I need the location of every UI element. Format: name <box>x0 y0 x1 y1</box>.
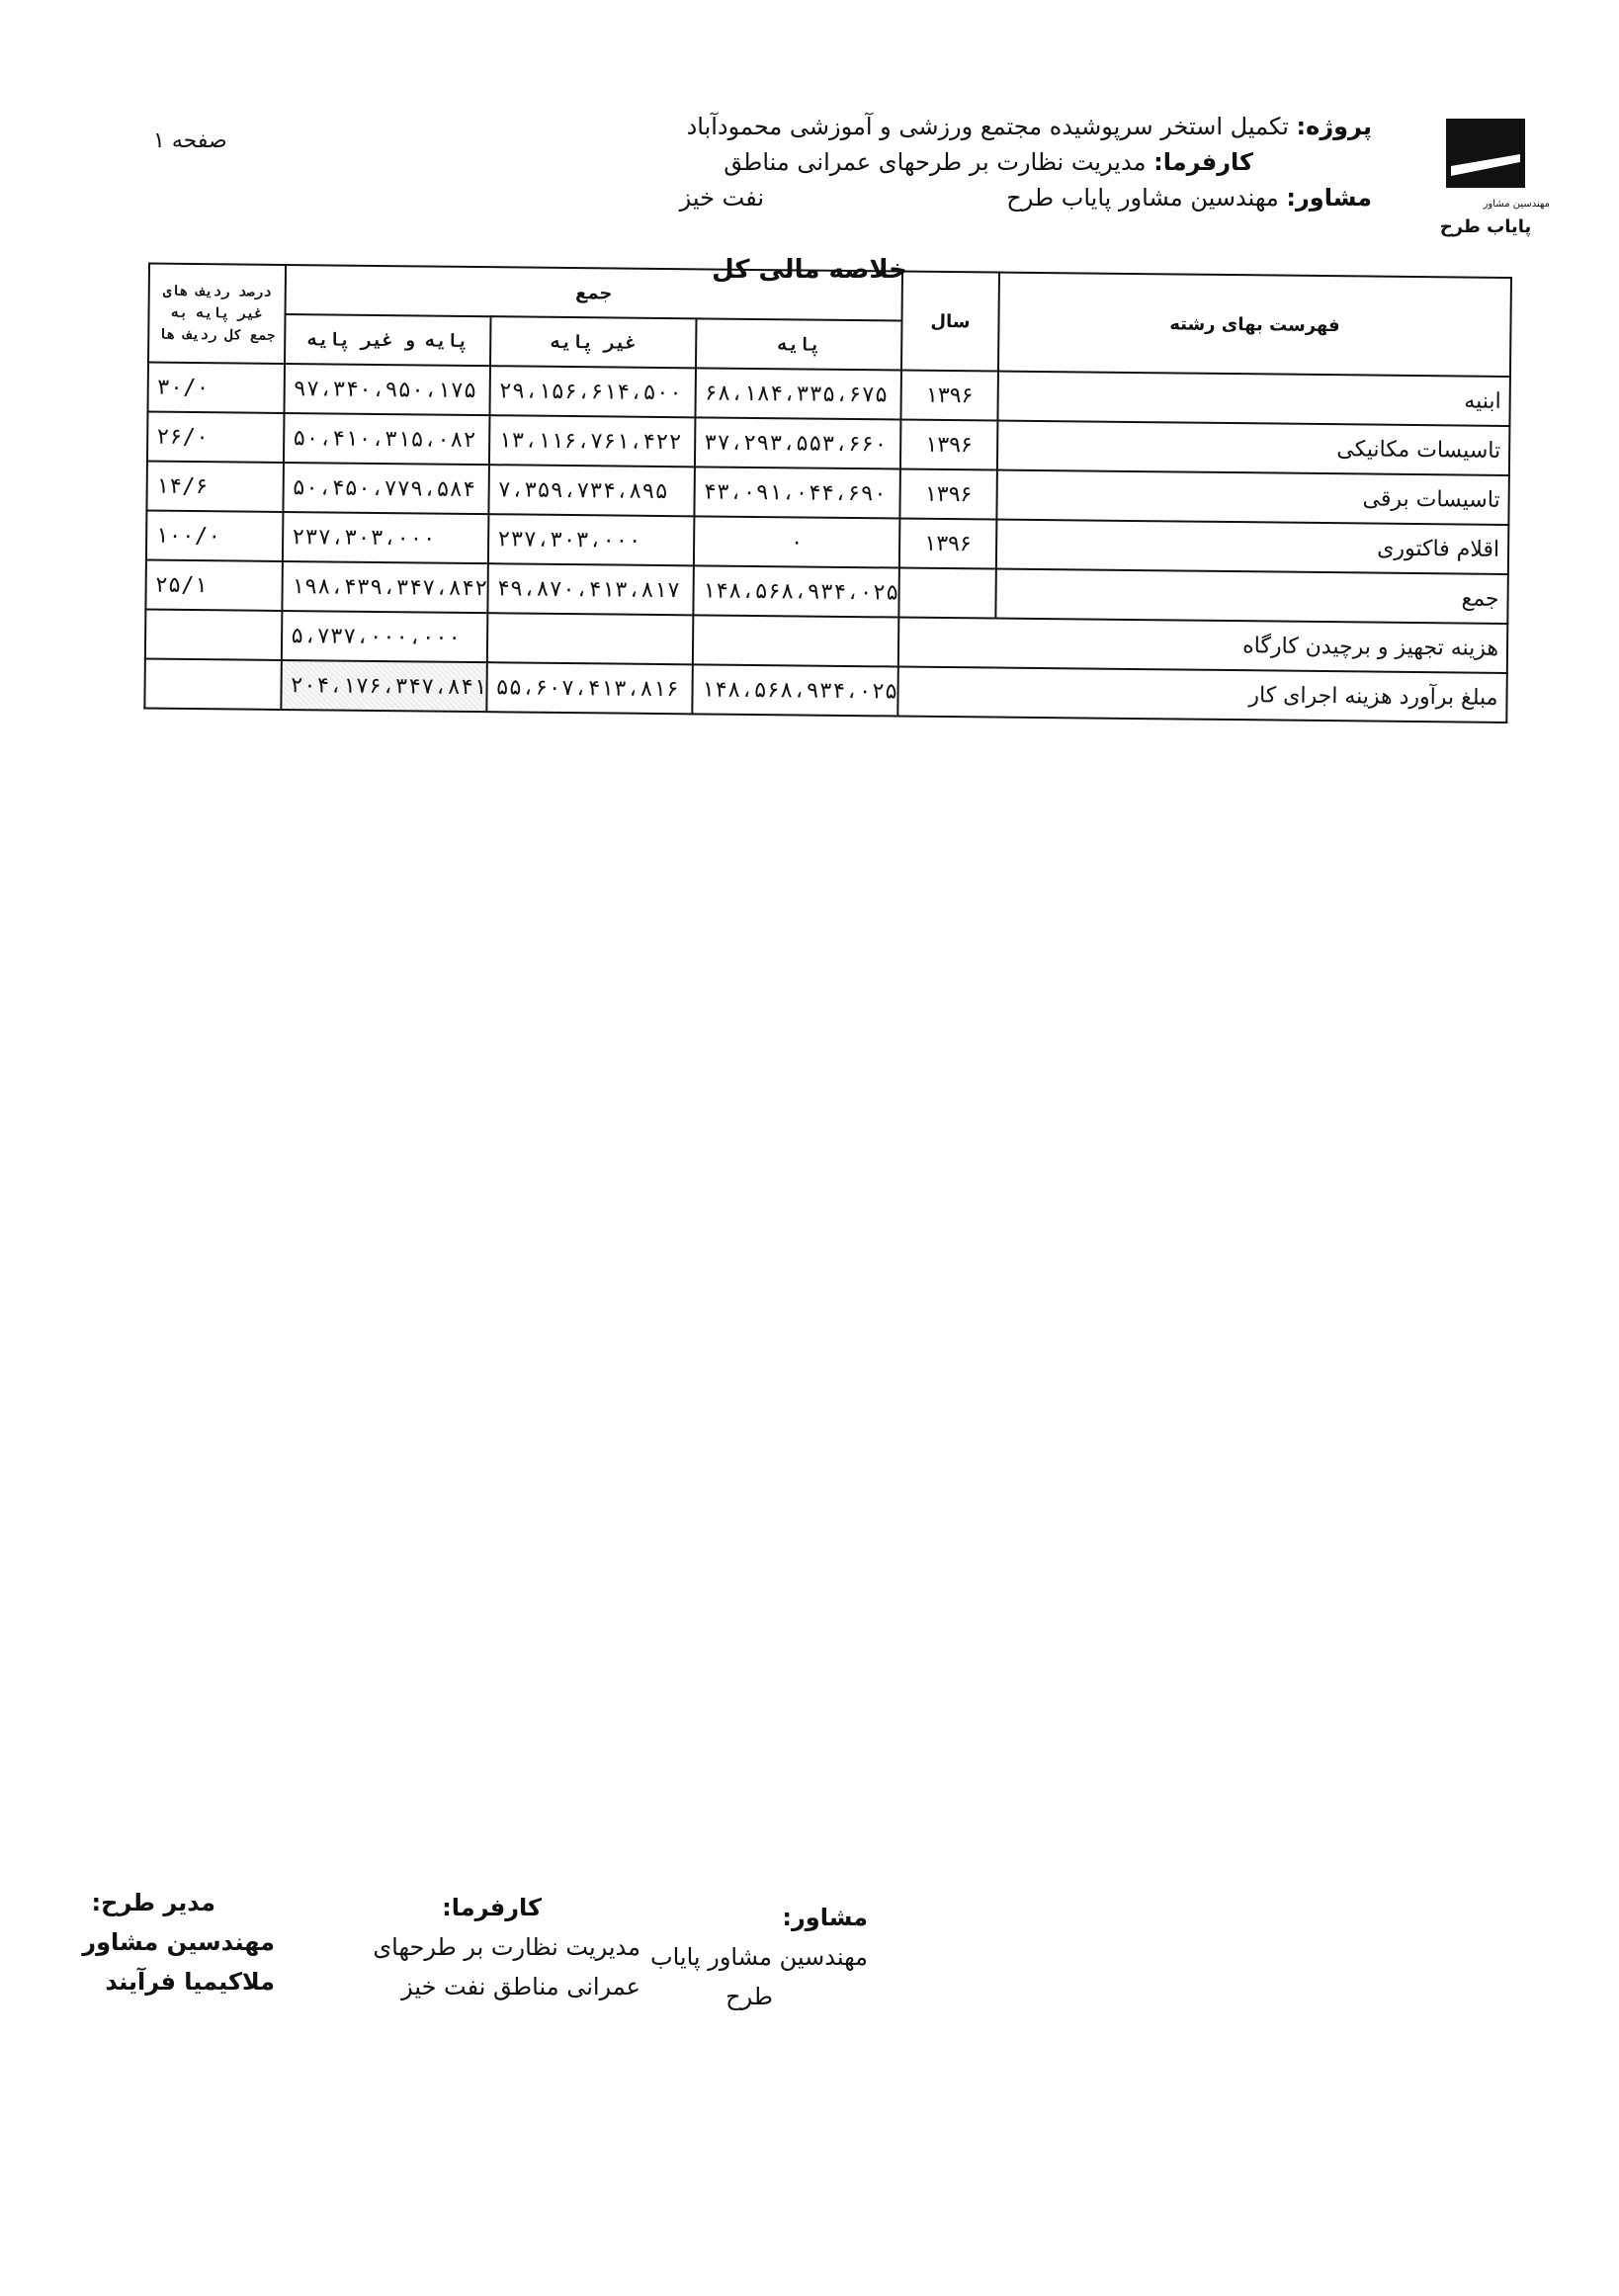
row-non-base: ۵۵،۶۰۷،۴۱۳،۸۱۶ <box>486 662 693 714</box>
table-title: خلاصه مالی کل <box>712 255 907 285</box>
row-name: جمع <box>995 569 1507 624</box>
client-value-line2: نفت خیز <box>679 184 765 212</box>
logo-text: پایاب طرح <box>1439 216 1532 237</box>
signature-client <box>265 1888 640 2006</box>
row-non-base: ۴۹،۸۷۰،۴۱۳،۸۱۷ <box>487 563 694 615</box>
row-base: ۴۳،۰۹۱،۰۴۴،۶۹۰ <box>694 467 900 518</box>
row-non-base: ۱۳،۱۱۶،۷۶۱،۴۲۲ <box>489 415 696 467</box>
row-name: تاسیسات مکانیکی <box>997 421 1509 475</box>
consultant-value: مهندسین مشاور پایاب طرح <box>1006 184 1279 212</box>
signature-client-line2: عمرانی مناطق نفت خیز <box>401 1973 640 2000</box>
row-non-base: ۷،۳۵۹،۷۳۴،۸۹۵ <box>488 465 695 516</box>
signature-client-line1: مدیریت نظارت بر طرحهای <box>373 1933 640 1961</box>
signature-manager-line1: مهندسین مشاور ملاکیمیا فرآیند <box>82 1928 275 1996</box>
row-percent: ۲۶/۰ <box>147 412 285 463</box>
row-percent <box>144 659 282 710</box>
logo-subtext: مهندسین مشاور <box>1483 199 1550 210</box>
row-total: ۲۰۴،۱۷۶،۳۴۷،۸۴۱ <box>281 660 487 712</box>
row-percent: ۲۵/۱ <box>145 560 283 611</box>
row-percent: ۱۴/۶ <box>146 462 284 512</box>
row-percent: ۳۰/۰ <box>147 363 285 413</box>
signature-consultant-title: مشاور: <box>782 1904 868 1931</box>
row-total: ۵،۷۳۷،۰۰۰،۰۰۰ <box>282 611 488 662</box>
row-year: ۱۳۹۶ <box>899 519 997 569</box>
row-base: ۱۴۸،۵۶۸،۹۳۴،۰۲۵ <box>692 664 898 716</box>
financial-summary-table <box>143 263 1512 723</box>
project-line <box>285 109 1372 144</box>
row-base: ۶۸،۱۸۴،۳۳۵،۶۷۵ <box>695 368 901 419</box>
signature-client-title: کارفرما: <box>442 1894 542 1921</box>
consultant-label: مشاور: <box>1286 184 1372 212</box>
header-name: فهرست بهای رشته <box>998 273 1511 377</box>
signature-manager-title: مدیر طرح: <box>91 1889 215 1916</box>
header-base-and-non-base: پایه و غیر پایه <box>285 314 491 366</box>
header-non-base: غیر پایه <box>490 316 697 368</box>
row-total: ۵۰،۴۱۰،۳۱۵،۰۸۲ <box>284 413 490 465</box>
header-base: پایه <box>696 318 902 370</box>
company-logo <box>1411 119 1560 237</box>
project-value: تکمیل استخر سرپوشیده مجتمع ورزشی و آموزشی محمودآباد <box>686 113 1289 140</box>
client-label: کارفرما: <box>1153 148 1253 176</box>
header-sum-group: جمع <box>286 265 902 321</box>
consultant-line <box>285 180 1372 215</box>
header-year: سال <box>901 272 999 372</box>
row-non-base <box>487 613 694 664</box>
row-base <box>693 615 899 666</box>
page-number: صفحه ۱ <box>153 128 227 153</box>
client-value: مدیریت نظارت بر طرحهای عمرانی مناطق <box>724 148 1147 176</box>
row-year <box>898 568 996 619</box>
row-base: ۱۴۸،۵۶۸،۹۳۴،۰۲۵ <box>693 565 899 617</box>
row-percent: ۱۰۰/۰ <box>146 511 284 561</box>
header-percent: درصد ردیف های غیر پایه به جمع کل ردیف ها <box>148 264 286 364</box>
row-name: مبلغ برآورد هزینه اجرای کار <box>897 667 1506 723</box>
row-name: ابنیه <box>997 372 1509 426</box>
row-non-base: ۲۳۷،۳۰۳،۰۰۰ <box>488 514 695 565</box>
logo-mark-icon <box>1411 119 1560 198</box>
row-base: ۳۷،۲۹۳،۵۵۳،۶۶۰ <box>695 417 901 468</box>
row-name: هزینه تجهیز و برچیدن کارگاه <box>898 618 1507 673</box>
row-percent <box>145 610 283 660</box>
row-year: ۱۳۹۶ <box>899 469 997 520</box>
row-year: ۱۳۹۶ <box>900 371 998 421</box>
row-year: ۱۳۹۶ <box>900 420 998 470</box>
project-label: پروژه: <box>1296 113 1372 140</box>
row-total: ۵۰،۴۵۰،۷۷۹،۵۸۴ <box>283 463 489 514</box>
document-header <box>285 109 1372 215</box>
client-line <box>285 144 1253 180</box>
row-total: ۱۹۸،۴۳۹،۳۴۷،۸۴۲ <box>282 561 488 613</box>
row-total: ۲۳۷،۳۰۳،۰۰۰ <box>283 512 489 563</box>
row-base: ۰ <box>694 516 900 567</box>
signature-consultant-line1: مهندسین مشاور پایاب <box>650 1943 868 1971</box>
signature-project-manager <box>18 1883 275 2001</box>
row-non-base: ۲۹،۱۵۶،۶۱۴،۵۰۰ <box>489 366 696 417</box>
signature-consultant-line2: طرح <box>725 1983 773 2010</box>
signature-consultant <box>631 1898 868 2016</box>
row-total: ۹۷،۳۴۰،۹۵۰،۱۷۵ <box>284 364 490 415</box>
row-name: تاسیسات برقی <box>996 470 1508 525</box>
row-name: اقلام فاکتوری <box>996 520 1508 574</box>
